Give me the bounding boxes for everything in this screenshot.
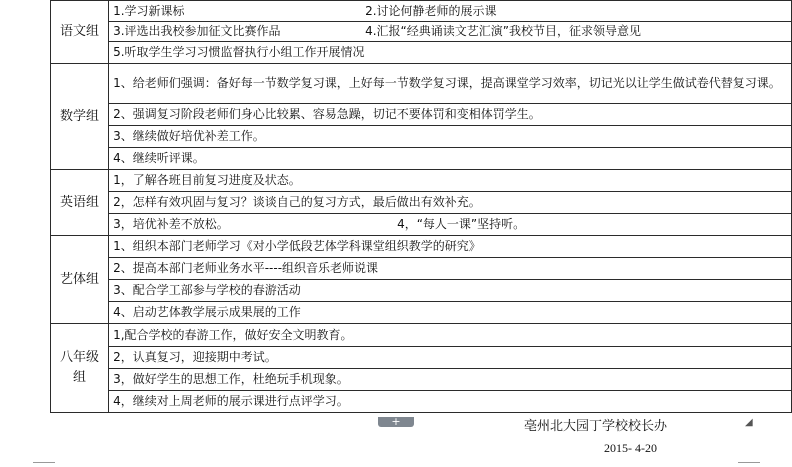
chinese-item-5: 5.听取学生学习习惯监督执行小组工作开展情况	[109, 42, 792, 64]
math-item-1: 1、给老师们强调：备好每一节数学复习课，上好每一节数学复习课，提高课堂学习效率，切记光以让学生做试卷代替复习课。	[109, 64, 792, 104]
grade8-item-4: 4，继续对上周老师的展示课进行点评学习。	[109, 391, 792, 413]
group-chinese-name: 语文组	[51, 1, 109, 64]
grade8-item-1: 1,配合学校的春游工作，做好安全文明教育。	[109, 324, 792, 347]
footer-date: 2015- 4-20	[604, 441, 657, 455]
math-item-2: 2、强调复习阶段老师们身心比较累、容易急躁，切记不要体罚和变相体罚学生。	[109, 104, 792, 126]
group-grade8-name	[51, 324, 109, 413]
grade8-item-3: 3，做好学生的思想工作，杜绝玩手机现象。	[109, 369, 792, 391]
chinese-item-4: 4.汇报“经典诵读文艺汇演”我校节目，征求领导意见	[365, 24, 641, 38]
grade8-item-2: 2，认真复习，迎接期中考试。	[109, 347, 792, 369]
page-corner-right	[738, 462, 760, 467]
arts-item-3: 3、配合学工部参与学校的春游活动	[109, 280, 792, 302]
group-english-name: 英语组	[51, 170, 109, 236]
page-corner-left	[33, 462, 55, 467]
chinese-item-3: 3.评选出我校参加征文比赛作品	[113, 24, 281, 38]
arts-item-1: 1、组织本部门老师学习《对小学低段艺体学科课堂组织教学的研究》	[109, 236, 792, 258]
english-row-3	[109, 214, 792, 236]
math-item-3: 3、继续做好培优补差工作。	[109, 126, 792, 148]
arts-item-2: 2、提高本部门老师业务水平----组织音乐老师说课	[109, 258, 792, 280]
meeting-table	[50, 0, 792, 413]
group-grade8-name-line1: 八年级	[60, 350, 100, 365]
group-math-name: 数学组	[51, 64, 109, 170]
chinese-row-2	[109, 22, 792, 42]
chinese-item-1: 1.学习新课标	[113, 3, 185, 18]
table-resize-handle[interactable]: ◢	[745, 417, 753, 428]
math-item-4: 4、继续听评课。	[109, 148, 792, 170]
group-grade8-name-line2: 组	[73, 370, 87, 385]
chinese-row-1	[109, 1, 792, 22]
english-item-4: 4，“每人一课”坚持听。	[397, 217, 526, 231]
chinese-item-2: 2.讨论何静老师的展示课	[365, 3, 497, 18]
english-item-1: 1，了解各班目前复习进度及状态。	[109, 170, 792, 192]
footer-school: 亳州北大园丁学校校长办	[524, 419, 668, 434]
english-item-2: 2，怎样有效巩固与复习？谈谈自己的复习方式，最后做出有效补充。	[109, 192, 792, 214]
group-arts-name: 艺体组	[51, 236, 109, 324]
table-move-handle[interactable]: +	[378, 417, 414, 427]
arts-item-4: 4、启动艺体教学展示成果展的工作	[109, 302, 792, 324]
english-item-3: 3，培优补差不放松。	[113, 217, 229, 231]
